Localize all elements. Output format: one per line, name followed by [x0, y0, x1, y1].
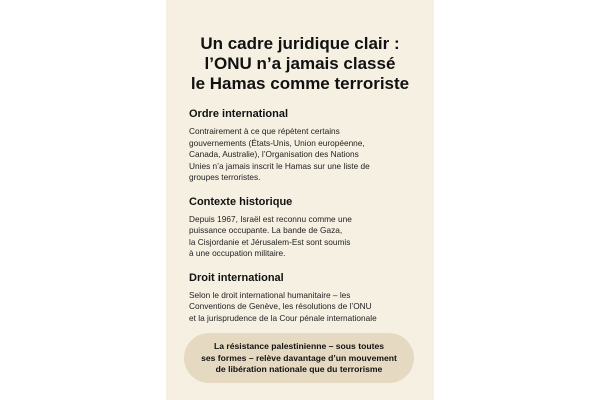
body-line: Contrairement à ce que répètent certains	[189, 126, 340, 136]
section-body	[189, 126, 419, 184]
section-droit-international	[189, 272, 419, 325]
title-line: l’ONU n’a jamais classé	[204, 54, 396, 73]
section-ordre-international	[189, 108, 419, 184]
body-line: et la jurisprudence de la Cour pénale internationale	[189, 312, 377, 323]
body-line: groupes terroristes.	[189, 172, 261, 182]
section-body	[189, 214, 419, 260]
title-line: le Hamas comme terroriste	[190, 74, 410, 93]
body-line: Unies n’a jamais inscrit le Hamas sur une liste de	[189, 160, 370, 171]
document-card	[166, 0, 434, 400]
section-contexte-historique	[189, 196, 419, 260]
callout-line: de libération nationale que du terrorisme	[215, 364, 383, 374]
body-line: la Cisjordanie et Jérusalem-Est sont soumis	[189, 236, 351, 247]
section-heading: Contexte historique	[189, 195, 293, 208]
section-heading: Droit international	[189, 271, 284, 284]
title-line: Un cadre juridique clair :	[200, 34, 400, 53]
callout-line: La résistance palestinienne – sous toutes	[213, 341, 385, 351]
body-line: Conventions de Genève, les résolutions de l’ONU	[189, 301, 372, 311]
body-line: gouvernements (États-Unis, Union européenne,	[189, 137, 365, 148]
body-line: puissance occupante. La bande de Gaza,	[189, 225, 343, 235]
body-line: Canada, Australie), l’Organisation des Nations	[189, 149, 359, 159]
body-line: Selon le droit international humanitaire – les	[189, 289, 351, 300]
conclusion-callout	[184, 333, 414, 383]
section-heading: Ordre international	[189, 108, 289, 120]
callout-line: ses formes – relève davantage d’un mouvement	[201, 352, 397, 363]
section-body	[189, 290, 419, 325]
body-line: à une occupation militaire.	[189, 248, 286, 258]
document-title	[189, 34, 419, 94]
body-line: Depuis 1967, Israël est reconnu comme une	[189, 213, 352, 224]
